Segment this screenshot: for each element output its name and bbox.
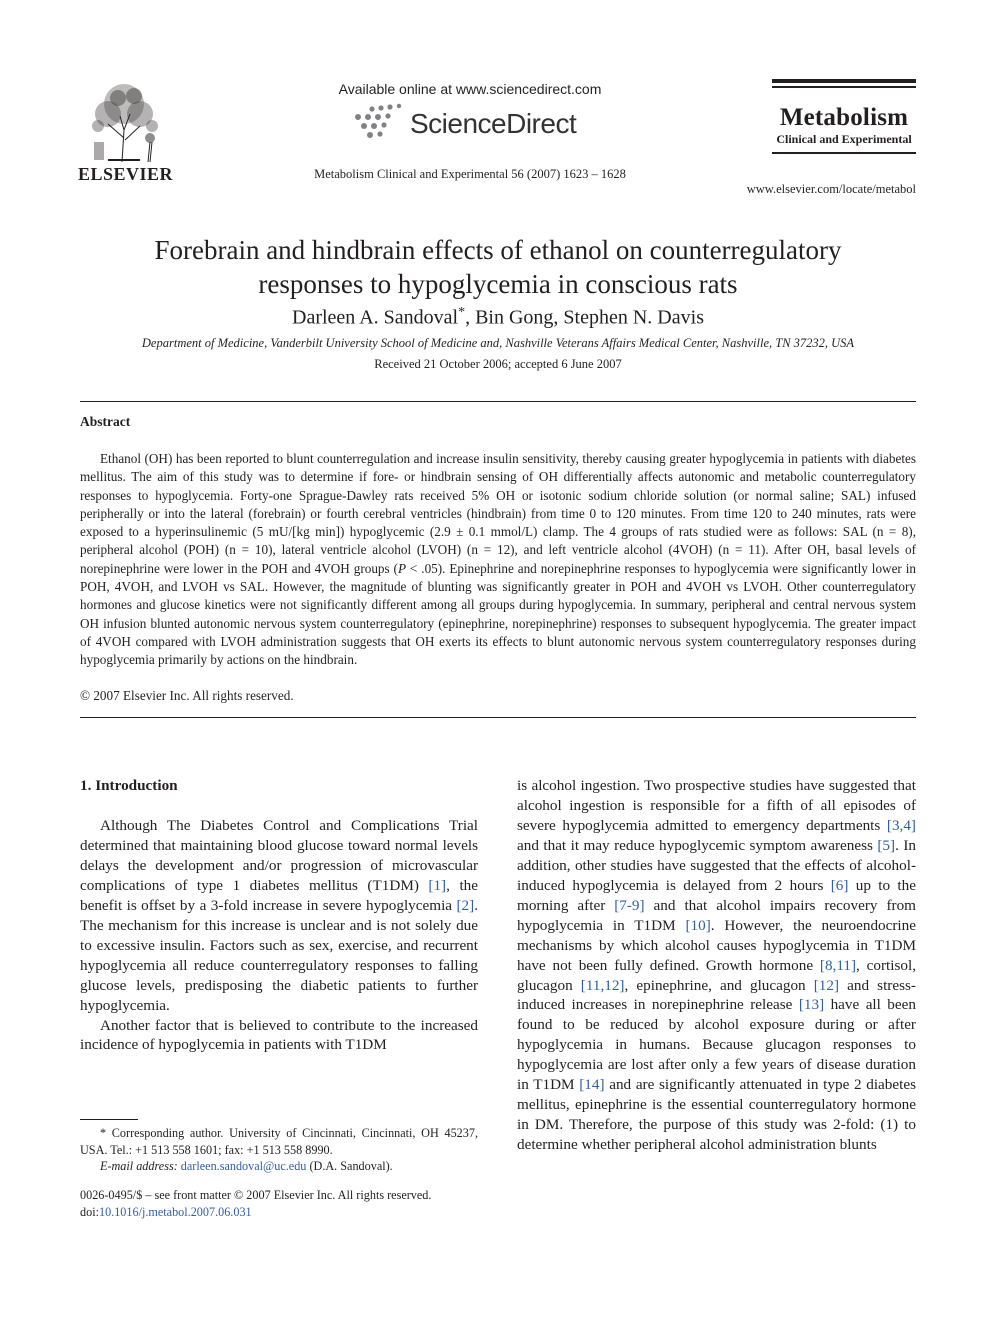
text-run: is alcohol ingestion. Two prospective studies have suggested that alcohol ingestion is responsible for a fifth of all episodes of severe hypoglycemia admitted to emergency departments <box>517 777 916 834</box>
doi-link[interactable]: 10.1016/j.metabol.2007.06.031 <box>98 1204 252 1219</box>
text-run: and that it may reduce hypoglycemic symptom awareness <box>517 836 878 854</box>
footnote-rule <box>80 1119 138 1120</box>
text-run: . In addition, other studies have suggested that the effects of alcohol-induced hypoglycemia is delayed from 2 hours <box>517 836 916 894</box>
text-run: and that alcohol impairs recovery from hypoglycemia in T1DM <box>517 896 916 934</box>
intro-paragraph-2: Another factor that is believed to contribute to the increased incidence of hypoglycemia in patients with T1DM <box>80 1016 478 1054</box>
abstract-text-a: Ethanol (OH) has been reported to blunt counterregulation and increase insulin sensitivity, thereby causing greater hypoglycemia in patients with diabetes mellitus. The aim of this study was to determine if fore- or hindbrain sensing of OH differentially affects autonomic and metabolic counterregulatory responses to hypoglycemia. Forty-one Sprague-Dawley rats received 5% OH or isotonic sodium chloride solution (or normal saline; SAL) infused peripherally or into the lateral (forebrain) or fourth cerebral ventricles (hindbrain) from time 0 to 120 minutes. From time 120 to 240 minutes, rats were exposed to a hyperinsulinemic (5 mU/[kg min]) hypoglycemic (2.9 ± 0.1 mmol/L) clamp. The 4 groups of rats studied were as follows: SAL (n = 8), peripheral alcohol (POH) (n = 10), lateral ventricle alcohol (LVOH) (n = 12), and left ventricle alcohol (4VOH) (n = 11). After OH, basal levels of norepinephrine were lower in the POH and 4VOH groups ( <box>80 451 916 576</box>
corresponding-author-note: * Corresponding author. University of Cincinnati, Cincinnati, OH 45237, USA. Tel.: +1 513 558 1601; fax: +1 513 558 8990. <box>80 1126 478 1157</box>
article-title <box>80 233 916 301</box>
text-run: up to the morning after <box>517 876 916 914</box>
text-run: , the benefit is offset by a 3-fold increase in severe hypoglycemia <box>80 876 478 914</box>
text-run: , cortisol, glucagon <box>517 956 916 994</box>
text-run: and are significantly attenuated in type 2 diabetes mellitus, epinephrine is the essential counterregulatory hormone in DM. Therefore, the purpose of this study was 2-fold: (1) to determine whether peripheral alcohol administration blunts <box>517 1076 917 1154</box>
email-label: E-mail address: <box>100 1159 178 1174</box>
citation-link[interactable]: [3,4] <box>886 816 916 834</box>
journal-rule-thin <box>772 86 916 88</box>
citation-link[interactable]: [2] <box>456 896 475 914</box>
abstract-copyright: © 2007 Elsevier Inc. All rights reserved. <box>80 688 294 703</box>
citation-link[interactable]: [7-9] <box>614 896 645 914</box>
abstract-body <box>80 450 916 670</box>
text-run: Although The Diabetes Control and Complications Trial determined that maintaining blood glucose toward normal levels delays the development and/or progression of microvascular complications of type 1 diabetes mellitus (T1DM) <box>80 817 478 894</box>
corresponding-mark[interactable]: * <box>458 305 466 320</box>
sciencedirect-wordmark: ScienceDirect <box>410 108 577 139</box>
journal-name: Metabolism <box>779 104 909 131</box>
journal-url[interactable]: www.elsevier.com/locate/metabol <box>746 182 916 196</box>
citation-link[interactable]: [13] <box>798 996 825 1014</box>
issn-line: 0026-0495/$ – see front matter © 2007 Elsevier Inc. All rights reserved. <box>80 1188 432 1202</box>
intro-paragraph-1 <box>80 816 478 1016</box>
doi-label: doi: <box>80 1204 99 1219</box>
right-column <box>517 776 916 1155</box>
title-line-1: Forebrain and hindbrain effects of ethanol on counterregulatory <box>154 235 842 265</box>
abstract-text-b: < .05). Epinephrine and norepinephrine responses to hypoglycemia were significantly lower in POH, 4VOH, and LVOH vs SAL. However, the magnitude of blunting was significantly greater in POH and 4VOH vs LVOH. Other counterregulatory hormones and glucose kinetics were not significantly different among all groups during hypoglycemia. In summary, peripheral and central nervous system OH infusion blunted autonomic nervous system counterregulatory (epinephrine, norepinephrine) responses to subsequent hypoglycemia. The greater impact of 4VOH compared with LVOH administration suggests that OH exerts its effects to blunt autonomic nervous system counterregulatory responses during hypoglycemia primarily by actions on the hindbrain. <box>80 560 916 668</box>
email-link[interactable]: darleen.sandoval@uc.edu <box>180 1159 307 1174</box>
section-heading: 1. Introduction <box>80 777 178 794</box>
text-run: , epinephrine, and glucagon <box>624 976 814 994</box>
left-column <box>80 816 478 1055</box>
email-suffix: (D.A. Sandoval). <box>306 1159 393 1174</box>
doi-line <box>80 1204 478 1221</box>
footnotes <box>80 1125 478 1175</box>
author-list <box>80 305 916 330</box>
abstract-top-rule <box>80 401 916 402</box>
text-run: and stress-induced increases in norepinephrine release <box>517 976 916 1014</box>
email-note <box>80 1158 478 1175</box>
text-run: have all been found to be reduced by alcohol exposure during or after hypoglycemia in humans. Because glucagon responses to hypoglycemia are lost after only a few years of disease duration in T1DM <box>517 996 916 1094</box>
text-run: . The mechanism for this increase is unclear and is not solely due to excessive insulin. Factors such as sex, exercise, and recurrent hypoglycemia all reduce counterregulatory responses to falling glucose levels, predisposing the diabetic patients to further hypoglycemia. <box>80 896 478 1014</box>
available-online-text: Available online at www.sciencedirect.com <box>338 81 602 97</box>
citation-link[interactable]: [1] <box>428 876 447 894</box>
journal-rule-bottom <box>772 152 916 154</box>
p-value-symbol: P <box>397 560 407 576</box>
citation-link[interactable]: [12] <box>813 976 840 994</box>
author-name: Darleen A. Sandoval <box>292 306 459 329</box>
journal-citation: Metabolism Clinical and Experimental 56 (2007) 1623 – 1628 <box>314 167 626 181</box>
abstract-heading: Abstract <box>80 414 131 429</box>
abstract-bottom-rule <box>80 717 916 718</box>
journal-rule-thick <box>772 79 916 83</box>
intro-paragraph-2-continued <box>517 776 916 1155</box>
title-line-2: responses to hypoglycemia in conscious rats <box>258 269 738 299</box>
citation-link[interactable]: [14] <box>579 1076 605 1094</box>
co-authors: , Bin Gong, Stephen N. Davis <box>465 306 704 329</box>
citation-link[interactable]: [10] <box>685 916 711 934</box>
received-dates: Received 21 October 2006; accepted 6 June 2007 <box>374 357 622 371</box>
journal-subtitle: Clinical and Experimental <box>776 132 912 146</box>
text-run: . However, the neuroendocrine mechanisms by which alcohol causes hypoglycemia in T1DM have not been fully defined. Growth hormone <box>517 916 916 974</box>
affiliation: Department of Medicine, Vanderbilt University School of Medicine and, Nashville Veterans Affairs Medical Center, Nashville, TN 37232, USA <box>141 336 855 350</box>
citation-link[interactable]: [8,11] <box>819 956 857 974</box>
citation-link[interactable]: [6] <box>830 876 849 894</box>
citation-link[interactable]: [5] <box>877 836 896 854</box>
publisher-name: ELSEVIER <box>78 164 174 184</box>
citation-link[interactable]: [11,12] <box>580 976 625 994</box>
issn-block <box>80 1187 478 1220</box>
